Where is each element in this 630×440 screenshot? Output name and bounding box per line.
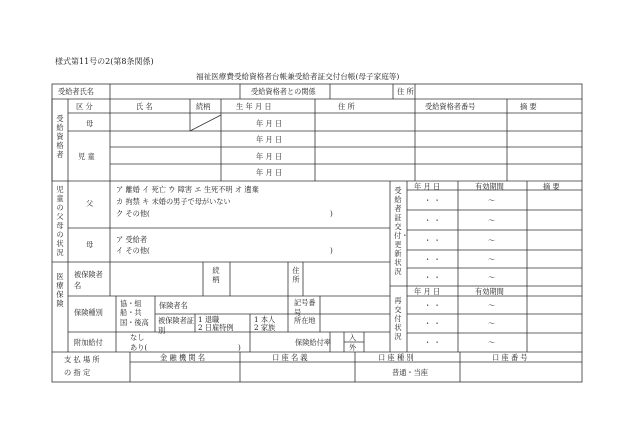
payment-label-1: 支 払 場 所 xyxy=(64,355,100,364)
benefit-rate-in: 入 xyxy=(349,333,357,342)
reissue-row-date: ・ ・ xyxy=(424,319,441,328)
relation-label: 受給資格者との関係 xyxy=(251,87,316,96)
person-option-2: 2 家族 xyxy=(254,323,276,332)
mother-close-paren: ) xyxy=(330,246,333,255)
reissue-row-date: ・ ・ xyxy=(424,301,441,310)
insurance-address-label: 住所 xyxy=(292,266,300,284)
benefit-rate-out: 外 xyxy=(349,343,357,352)
qualifier-mother-label: 母 xyxy=(86,119,94,128)
cert-row-validity: 〜 xyxy=(488,255,496,264)
cert-col-remarks: 摘 要 xyxy=(543,182,560,191)
qualifier-child-label: 児 童 xyxy=(78,152,95,161)
cert-row-date: ・ ・ xyxy=(424,273,441,282)
retire-option-1: 1 退職 xyxy=(198,315,220,324)
cert-col-validity: 有効期間 xyxy=(475,182,504,191)
relation-field[interactable] xyxy=(331,85,392,98)
form-label: 様式第11号の2(第8条関係) xyxy=(55,57,154,66)
account-type-header: 口 座 種 別 xyxy=(378,353,414,362)
mother-option-line2: イ その他( xyxy=(116,246,150,255)
retire-option-2: 2 日雇特例 xyxy=(198,323,234,332)
address-label: 住 所 xyxy=(397,87,414,96)
bank-name-header: 金 融 機 関 名 xyxy=(160,353,206,362)
father-option-line2: カ 拘禁 キ 未婚の男子で母がいない xyxy=(116,197,231,206)
col-remarks: 摘 要 xyxy=(520,102,537,111)
col-category: 区 分 xyxy=(76,102,93,111)
col-qualifier-no: 受給資格者番号 xyxy=(425,102,476,111)
reissue-col-date: 年 月 日 xyxy=(414,287,441,296)
reissue-col-validity: 有効期間 xyxy=(475,287,504,296)
cert-row-date: ・ ・ xyxy=(424,255,441,264)
recipient-name-field[interactable] xyxy=(111,85,239,98)
cert-row-date: ・ ・ xyxy=(424,236,441,245)
reissue-status-label: 再交付状況 xyxy=(394,296,402,341)
issue-status-label: 受給者証交付・更新状況 xyxy=(394,186,409,276)
insurance-type-options: 協・組 船・共 国・後高 xyxy=(120,299,149,327)
father-label: 父 xyxy=(86,199,94,208)
child-birthdate-3: 年 月 日 xyxy=(256,168,283,177)
cert-row-validity: 〜 xyxy=(488,273,496,282)
location-label: 所在地 xyxy=(294,316,316,325)
extra-benefit-close-paren: ) xyxy=(238,343,241,352)
extra-benefit-label: 附加給付 xyxy=(74,338,103,347)
cert-row-validity: 〜 xyxy=(488,236,496,245)
col-birthdate: 生 年 月 日 xyxy=(236,102,272,111)
cert-row-validity: 〜 xyxy=(488,196,496,205)
account-type-value: 普通・当座 xyxy=(392,368,428,377)
recipient-name-label: 受給者氏名 xyxy=(58,87,94,96)
page-title: 福祉医療費受給資格者台帳兼受給者証交付台帳(母子家庭等) xyxy=(196,72,400,81)
parent-status-section-label: 児童の父母の状況 xyxy=(56,185,64,257)
insured-cert-label: 被保険者証 別 xyxy=(158,316,194,335)
policyholder-label: 保険者名 xyxy=(159,301,188,310)
extra-benefit-none: なし xyxy=(130,333,145,342)
child-birthdate-1: 年 月 日 xyxy=(256,135,283,144)
address-field[interactable] xyxy=(416,85,581,98)
reissue-row-validity: 〜 xyxy=(488,319,496,328)
mother-status-label: 母 xyxy=(86,240,94,249)
child-birthdate-2: 年 月 日 xyxy=(256,152,283,161)
father-close-paren: ) xyxy=(330,209,333,218)
reissue-row-validity: 〜 xyxy=(488,301,496,310)
cert-row-date: ・ ・ xyxy=(424,196,441,205)
father-option-line3: ク その他( xyxy=(116,209,150,218)
benefit-rate-label: 保険給付率 xyxy=(295,338,331,347)
account-name-header: 口 座 名 義 xyxy=(272,353,308,362)
payment-label-2: の 指 定 xyxy=(64,368,91,377)
reissue-row-validity: 〜 xyxy=(488,338,496,347)
insured-name-label: 被保険者名 xyxy=(74,270,103,290)
father-option-line1: ア 離婚 イ 死亡 ウ 障害 エ 生死不明 オ 遺棄 xyxy=(116,185,259,194)
extra-benefit-exists: あり( xyxy=(130,343,148,352)
insurance-section-label: 医療保険 xyxy=(56,272,64,308)
col-address: 住 所 xyxy=(338,102,355,111)
reissue-row-date: ・ ・ xyxy=(424,338,441,347)
insurance-relationship-label: 続柄 xyxy=(212,266,220,284)
col-relationship: 続柄 xyxy=(196,102,211,111)
account-number-header: 口 座 番 号 xyxy=(492,353,528,362)
cert-col-date: 年 月 日 xyxy=(414,182,441,191)
insurance-type-label: 保険種別 xyxy=(74,308,103,317)
cert-row-date: ・ ・ xyxy=(424,216,441,225)
qualifier-section-label: 受給資格者 xyxy=(56,114,64,159)
col-name: 氏 名 xyxy=(136,102,153,111)
mother-birthdate: 年 月 日 xyxy=(256,119,283,128)
mother-option-line1: ア 受給者 xyxy=(116,235,148,244)
symbol-number-label: 記号番号 xyxy=(294,298,316,317)
person-option-1: 1 本人 xyxy=(254,315,276,324)
cert-row-validity: 〜 xyxy=(488,216,496,225)
